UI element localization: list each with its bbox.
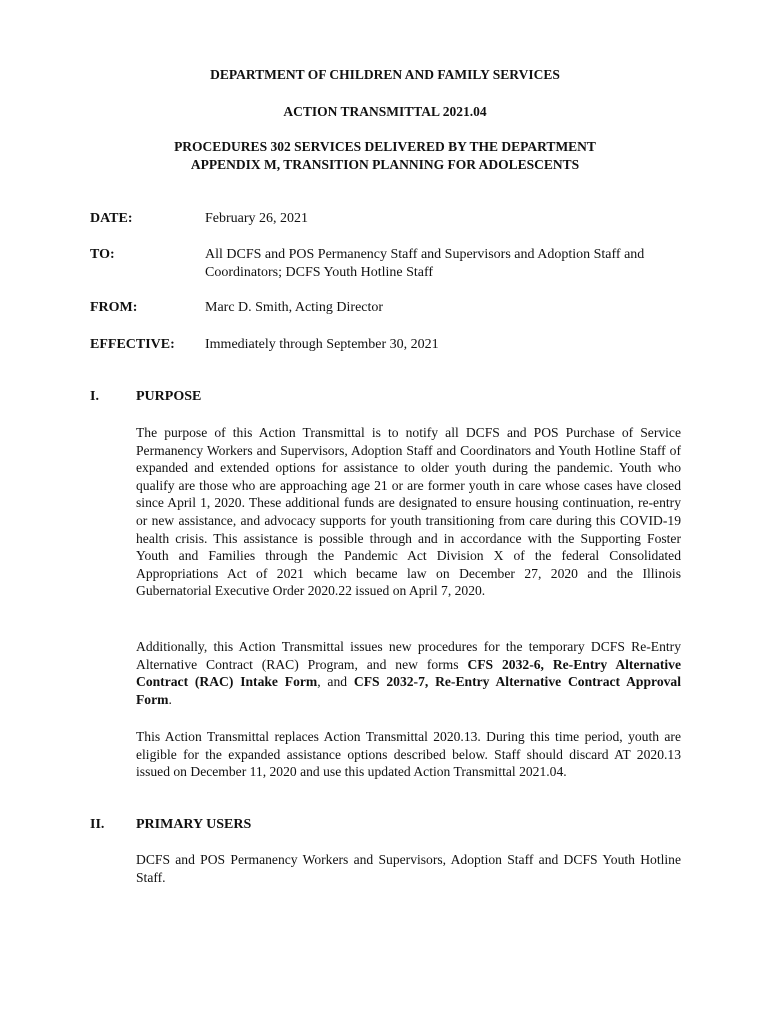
section-2-title: PRIMARY USERS xyxy=(136,817,252,832)
section-1-title: PURPOSE xyxy=(136,389,202,404)
date-value: February 26, 2021 xyxy=(205,211,309,226)
department-heading: DEPARTMENT OF CHILDREN AND FAMILY SERVICES xyxy=(210,67,560,82)
p2-text-c: , and xyxy=(317,674,354,690)
p2-text-e: . xyxy=(168,691,172,707)
p2-text-a: Additionally, this Action Transmittal issues new procedures for the temporary DCFS Re-Entry Alternative Contract (RAC) Program, and new forms xyxy=(136,639,681,672)
transmittal-heading: ACTION TRANSMITTAL 2021.04 xyxy=(283,104,487,119)
procedures-heading-line2: APPENDIX M, TRANSITION PLANNING FOR ADOLESCENTS xyxy=(190,157,580,172)
section-2-number: II. xyxy=(90,817,105,832)
purpose-paragraph-1: The purpose of this Action Transmittal is to notify all DCFS and POS Purchase of Service Permanency Workers and Supervisors, Adoption Staff and Coordinators and Youth Hotline Staff of expanded and extended options for assistance to older youth during the pandemic. Youth who qualify are those who are approaching age 21 or are former youth in care whose cases have closed since April 1, 2020. These additional funds are designated to ensure housing continuation, re-entry or new assistance, and advocacy supports for youth transitioning from care during this COVID-19 health crisis. This assistance is possible through and in accordance with the Supporting Foster Youth and Families through the Pandemic Act Division X of the federal Consolidated Appropriations Act of 2021 which became law on December 27, 2020 and the Illinois Gubernatorial Executive Order 2020.22 issued on April 7, 2020. xyxy=(136,425,681,599)
date-label: DATE: xyxy=(90,211,133,226)
purpose-paragraph-3: This Action Transmittal replaces Action Transmittal 2020.13. During this time period, youth are eligible for the expanded assistance options described below. Staff should discard AT 2020.13 issued on December 11, 2020 and use this updated Action Transmittal 2021.04. xyxy=(136,729,681,780)
procedures-heading-line1: PROCEDURES 302 SERVICES DELIVERED BY THE DEPARTMENT xyxy=(174,139,596,154)
form-2032-7-reference: CFS 2032-7, Re-Entry Alternative Contract Approval Form xyxy=(136,674,681,707)
to-label: TO: xyxy=(90,247,115,262)
purpose-paragraph-2 xyxy=(136,638,681,708)
from-label: FROM: xyxy=(90,300,138,315)
effective-value: Immediately through September 30, 2021 xyxy=(205,337,439,352)
form-2032-6-reference: CFS 2032-6, Re-Entry Alternative Contract (RAC) Intake Form xyxy=(136,656,682,690)
to-value: All DCFS and POS Permanency Staff and Supervisors and Adoption Staff and Coordinators; DCFS Youth Hotline Staff xyxy=(205,247,645,280)
section-1-number: I. xyxy=(90,389,99,404)
effective-label: EFFECTIVE: xyxy=(90,337,175,352)
primary-users-paragraph: DCFS and POS Permanency Workers and Supervisors, Adoption Staff and DCFS Youth Hotline Staff. xyxy=(136,852,681,885)
from-value: Marc D. Smith, Acting Director xyxy=(205,300,384,315)
